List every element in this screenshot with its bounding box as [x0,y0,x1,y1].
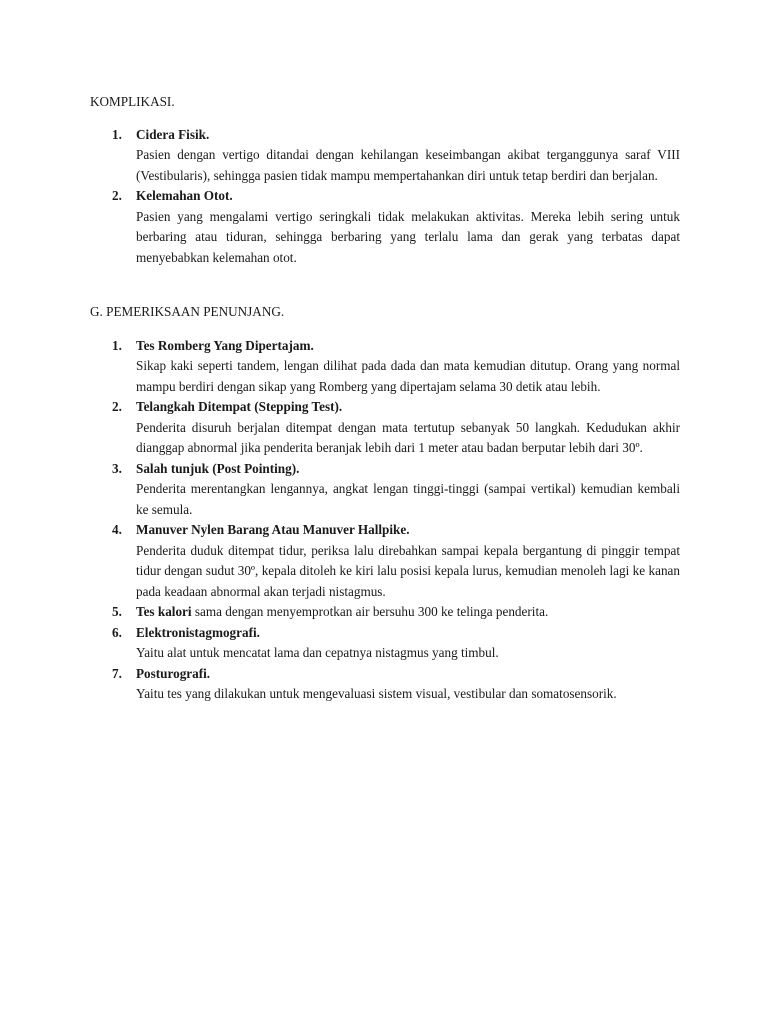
section-heading-komplikasi: KOMPLIKASI. [90,94,175,109]
komplikasi-section [90,92,680,268]
item-body: Yaitu alat untuk mencatat lama dan cepatnya nistagmus yang timbul. [136,645,499,660]
item-title: Kelemahan Otot. [136,188,233,203]
item-title: Manuver Nylen Barang Atau Manuver Hallpike. [136,522,410,537]
item-title: Cidera Fisik. [136,126,210,142]
item-title: Posturografi. [136,665,211,681]
list-item [90,602,680,623]
list-item [90,186,680,268]
item-body: Sikap kaki seperti tandem, lengan dilihat pada dada dan mata kemudian ditutup. Orang yang normal mampu berdiri dengan sikap yang Romberg yang dipertajam selama 30 detik atau lebih. [136,358,680,394]
item-body [136,602,680,623]
penunjang-section [90,302,680,705]
item-number: 1. [112,337,122,353]
item-number: 1. [112,126,122,142]
item-number: 6. [112,624,122,640]
item-body: Yaitu tes yang dilakukan untuk mengevaluasi sistem visual, vestibular dan somatosensorik. [136,686,617,701]
item-title: Elektronistagmografi. [136,624,260,640]
item-number: 7. [112,665,122,681]
item-number: 2. [112,399,122,414]
list-item [90,520,680,602]
item-number: 3. [112,460,122,476]
item-title: Telangkah Ditempat (Stepping Test). [136,399,343,414]
komplikasi-list [90,125,680,269]
item-title: Salah tunjuk (Post Pointing). [136,460,300,476]
list-item [90,397,680,459]
item-number: 5. [112,604,122,619]
section-heading-penunjang: G. PEMERIKSAAN PENUNJANG. [90,304,285,319]
item-inline-text: sama dengan menyemprotkan air bersuhu 300 ke telinga penderita. [191,604,549,619]
item-number: 4. [112,522,122,537]
list-item [90,623,680,664]
item-number: 2. [112,188,122,203]
list-item [90,664,680,705]
item-body: Penderita duduk ditempat tidur, periksa lalu direbahkan sampai kepala bergantung di pinggir tempat tidur dengan sudut 30º, kepala ditoleh ke kiri lalu posisi kepala lurus, kemudian menoleh lagi ke kanan pada keadaan abnormal akan terjadi nistagmus. [136,542,680,599]
penunjang-list [90,336,680,705]
item-body: Penderita disuruh berjalan ditempat dengan mata tertutup sebanyak 50 langkah. Kedudukan akhir dianggap abnormal jika penderita beranjak lebih dari 1 meter atau badan berputar lebih dari 30º. [136,419,680,455]
list-item [90,125,680,187]
item-body: Pasien dengan vertigo ditandai dengan kehilangan keseimbangan akibat terganggunya saraf VIII (Vestibularis), sehingga pasien tidak mampu mempertahankan diri untuk tetap berdiri dan berjalan. [136,147,680,183]
list-item [90,459,680,521]
item-body: Penderita merentangkan lengannya, angkat lengan tinggi-tinggi (sampai vertikal) kemudian kembali ke semula. [136,481,680,517]
list-item [90,336,680,398]
item-body: Pasien yang mengalami vertigo seringkali tidak melakukan aktivitas. Mereka lebih sering untuk berbaring atau tiduran, sehingga berbaring yang terlalu lama dan gerak yang terbatas dapat menyebabkan kelemahan otot. [136,208,680,265]
item-title: Tes kalori [136,604,192,619]
item-title: Tes Romberg Yang Dipertajam. [136,337,314,353]
